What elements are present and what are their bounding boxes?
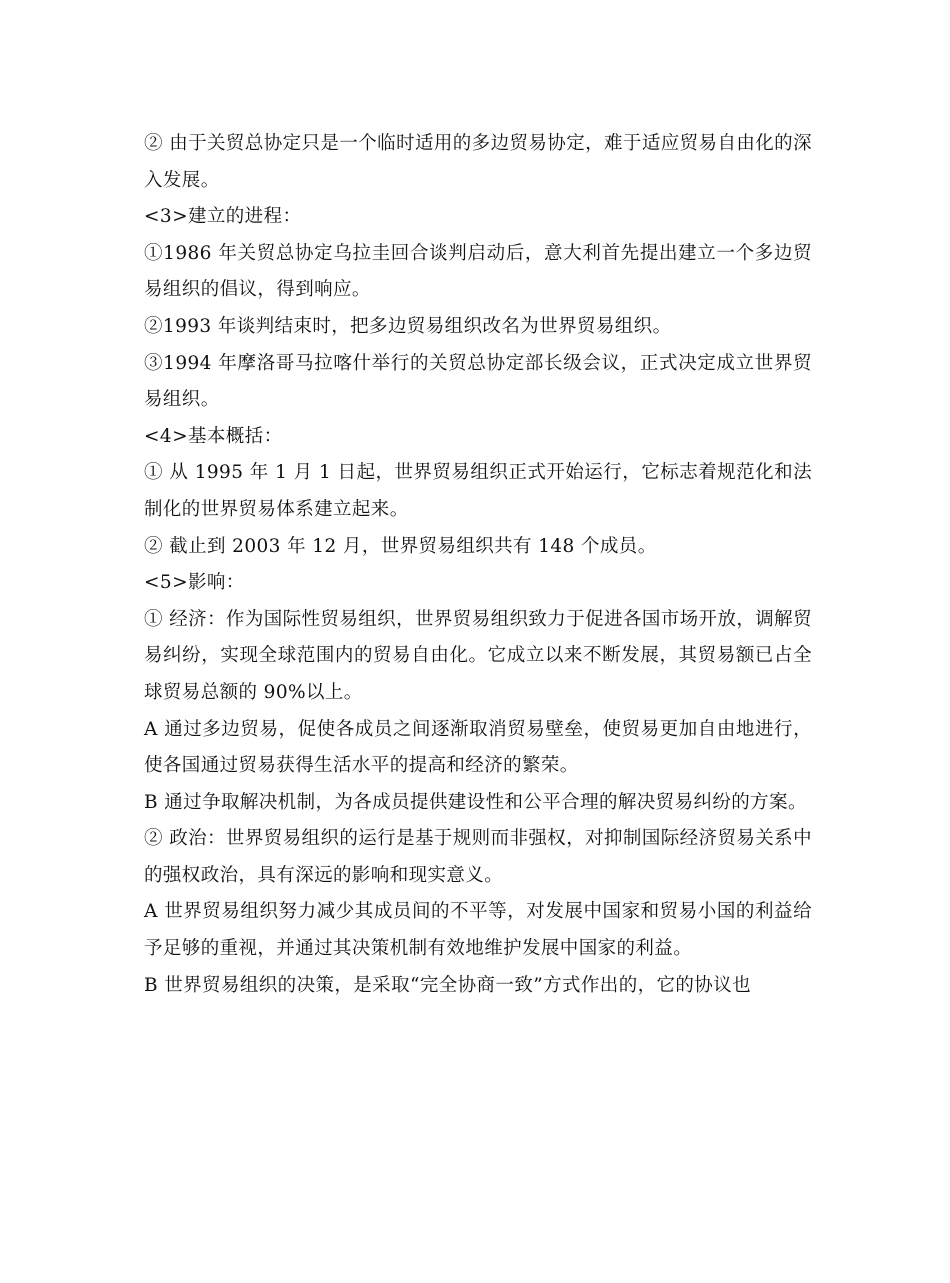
paragraph-item: B 通过争取解决机制，为各成员提供建设性和公平合理的解决贸易纠纷的方案。: [144, 791, 807, 813]
paragraph-item: ①1986 年关贸总协定乌拉圭回合谈判启动后，意大利首先提出建立一个多边贸易组织的倡议，得到响应。: [144, 242, 812, 301]
paragraph-item: ②1993 年谈判结束时，把多边贸易组织改名为世界贸易组织。: [144, 315, 672, 337]
paragraph-item: ① 经济：作为国际性贸易组织，世界贸易组织致力于促进各国市场开放，调解贸易纠纷，实现全球范围内的贸易自由化。它成立以来不断发展，其贸易额已占全球贸易总额的 90%以上。: [144, 608, 812, 703]
paragraph-item: ② 截止到 2003 年 12 月，世界贸易组织共有 148 个成员。: [144, 535, 657, 557]
section-heading-4: <4>基本概括：: [144, 425, 283, 447]
paragraph-item: ② 政治：世界贸易组织的运行是基于规则而非强权，对抑制国际经济贸易关系中的强权政治，具有深远的影响和现实意义。: [144, 828, 812, 886]
section-heading-5: <5>影响：: [144, 572, 245, 594]
paragraph-item: A 世界贸易组织努力减少其成员间的不平等，对发展中国家和贸易小国的利益给予足够的重视，并通过其决策机制有效地维护发展中国家的利益。: [144, 901, 812, 960]
paragraph-item: A 通过多边贸易，促使各成员之间逐渐取消贸易壁垒，使贸易更加自由地进行，使各国通过贸易获得生活水平的提高和经济的繁荣。: [144, 718, 812, 777]
paragraph-item: ② 由于关贸总协定只是一个临时适用的多边贸易协定，难于适应贸易自由化的深入发展。: [144, 133, 812, 191]
section-heading-3: <3>建立的进程：: [144, 206, 302, 228]
paragraph-item: ③1994 年摩洛哥马拉喀什举行的关贸总协定部长级会议，正式决定成立世界贸易组织。: [144, 352, 812, 411]
paragraph-item: ① 从 1995 年 1 月 1 日起，世界贸易组织正式开始运行，它标志着规范化和法制化的世界贸易体系建立起来。: [144, 462, 812, 520]
document-body: [144, 126, 812, 1004]
paragraph-item: B 世界贸易组织的决策，是采取“完全协商一致”方式作出的，它的协议也: [144, 974, 751, 996]
